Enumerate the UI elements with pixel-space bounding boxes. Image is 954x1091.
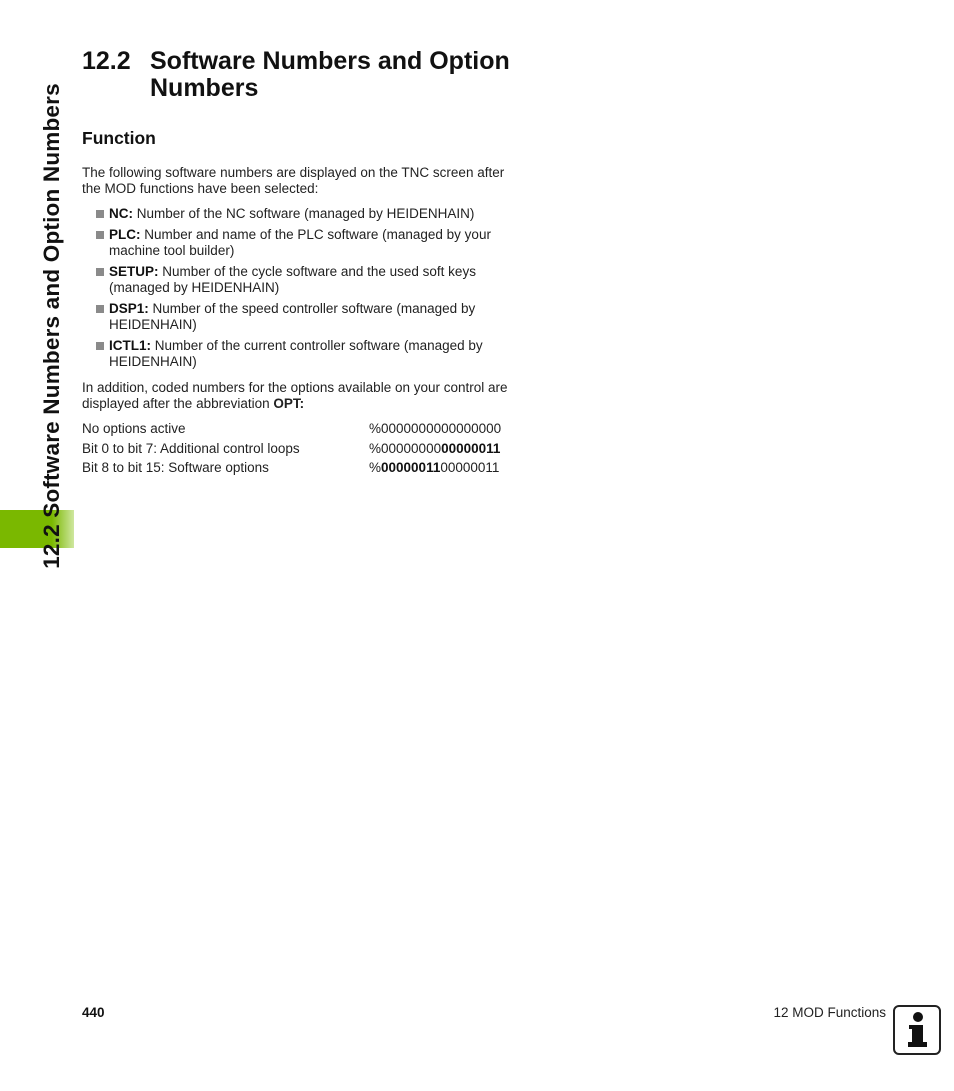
list-item-key: SETUP:: [109, 264, 159, 279]
option-plain: 00000000: [381, 440, 442, 456]
info-icon: [893, 1005, 941, 1055]
list-item-text: Number of the current controller software (managed by HEIDENHAIN): [109, 338, 483, 369]
square-bullet-icon: [96, 305, 104, 313]
list-item-key: NC:: [109, 206, 133, 221]
options-abbreviation: OPT:: [273, 396, 305, 411]
option-value: [369, 441, 500, 457]
option-value: [369, 460, 499, 476]
option-label: Bit 8 to bit 15: Software options: [82, 460, 269, 475]
list-item: [82, 338, 522, 370]
options-paragraph: [82, 380, 522, 412]
square-bullet-icon: [96, 231, 104, 239]
table-row: [82, 441, 522, 461]
square-bullet-icon: [96, 210, 104, 218]
list-item-text: Number of the speed controller software (managed by HEIDENHAIN): [109, 301, 476, 332]
option-prefix: %: [369, 440, 382, 456]
software-number-list: [82, 206, 522, 375]
option-bold: 00000011: [441, 440, 501, 456]
list-item: [82, 264, 522, 296]
page-title: [82, 48, 542, 102]
list-item-key: ICTL1:: [109, 338, 151, 353]
section-number: 12.2: [82, 47, 131, 75]
list-item-key: DSP1:: [109, 301, 149, 316]
chapter-label: 12 MOD Functions: [773, 1005, 886, 1020]
list-item: [82, 206, 522, 222]
list-item: [82, 227, 522, 259]
list-item-text: Number of the NC software (managed by HEIDENHAIN): [136, 206, 475, 221]
square-bullet-icon: [96, 268, 104, 276]
option-plain: 0000000000000000: [381, 421, 502, 436]
option-label: Bit 0 to bit 7: Additional control loops: [82, 440, 300, 456]
info-glyph: [895, 1007, 939, 1053]
subheading: Function: [82, 128, 156, 148]
table-row: [82, 421, 522, 441]
side-chapter-title: 12.2 Software Numbers and Option Numbers: [39, 83, 64, 569]
page-number: 440: [82, 1005, 105, 1020]
options-table: [82, 421, 522, 480]
table-row: [82, 460, 522, 480]
list-item-text: Number of the cycle software and the used soft keys (managed by HEIDENHAIN): [109, 264, 476, 295]
intro-paragraph: The following software numbers are displayed on the TNC screen after the MOD functions have been selected:: [82, 165, 505, 196]
option-prefix: %: [369, 460, 382, 475]
list-item-key: PLC:: [109, 227, 141, 242]
list-item-text: Number and name of the PLC software (managed by your machine tool builder): [109, 227, 491, 258]
square-bullet-icon: [96, 342, 104, 350]
option-value: [369, 421, 501, 437]
option-bold: 00000011: [381, 460, 441, 475]
list-item: [82, 301, 522, 333]
option-label: No options active: [82, 421, 186, 436]
section-title: Software Numbers and Option Numbers: [150, 47, 510, 102]
option-plain: 00000011: [440, 460, 500, 475]
option-prefix: %: [369, 421, 382, 436]
options-paragraph-text: In addition, coded numbers for the options available on your control are displayed after the abbreviation: [82, 380, 508, 411]
